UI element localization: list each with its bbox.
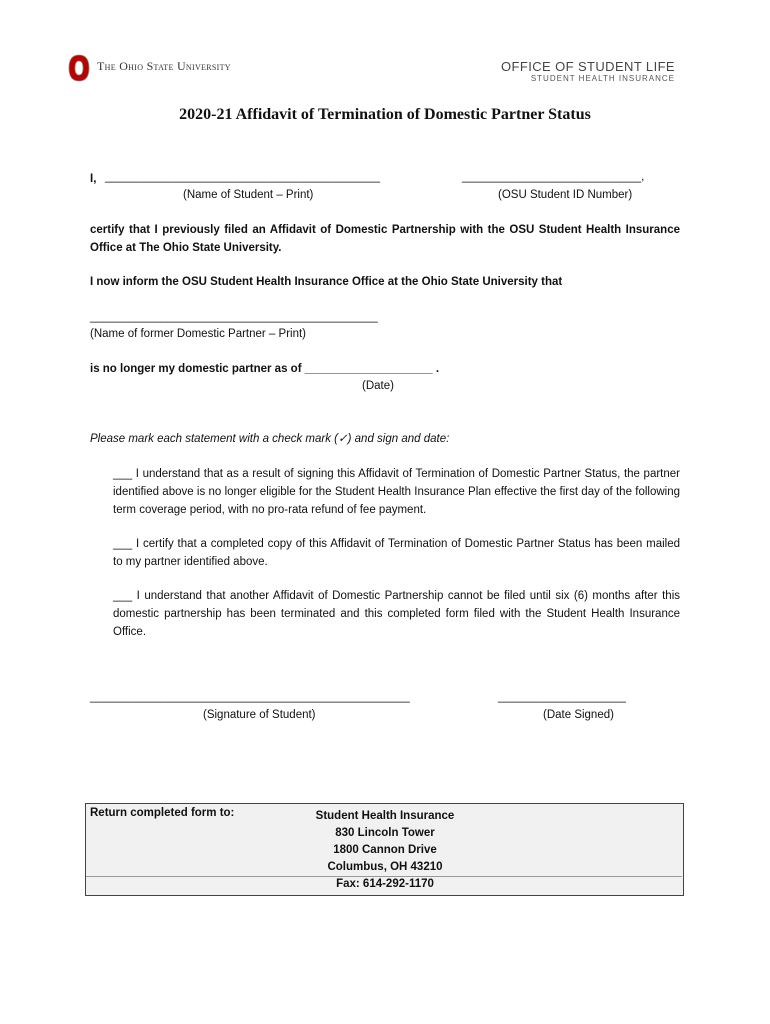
- checkmark-instruction: Please mark each statement with a check mark (✓) and sign and date:: [90, 433, 450, 445]
- statement-2[interactable]: ___ I certify that a completed copy of this Affidavit of Termination of Domestic Partner Status has been mailed to my partner identified above.: [113, 538, 680, 568]
- student-prefix: I,: [90, 173, 97, 185]
- address-line: Student Health Insurance: [315, 810, 455, 822]
- no-longer-statement[interactable]: is no longer my domestic partner as of ____________________ .: [90, 363, 440, 375]
- student-id-caption: (OSU Student ID Number): [498, 189, 633, 201]
- certify-statement: certify that I previously filed an Affidavit of Domestic Partnership with the OSU Student Health Insurance Office at The Ohio State University.: [90, 224, 680, 254]
- partner-name-caption: (Name of former Domestic Partner – Print): [90, 328, 307, 340]
- osu-block-o-logo: [68, 54, 90, 82]
- page-title: 2020-21 Affidavit of Termination of Domestic Partner Status: [179, 106, 591, 123]
- student-name-field[interactable]: ___________________________________________: [105, 171, 381, 183]
- date-signed-field[interactable]: ____________________: [498, 691, 626, 703]
- address-line: Columbus, OH 43210: [327, 861, 443, 873]
- address-line: 1800 Cannon Drive: [333, 844, 437, 856]
- inform-statement: I now inform the OSU Student Health Insurance Office at the Ohio State University that: [90, 276, 563, 288]
- office-name: OFFICE OF STUDENT LIFE: [501, 59, 675, 74]
- student-id-field[interactable]: ____________________________,: [462, 171, 645, 183]
- student-name-caption: (Name of Student – Print): [183, 189, 314, 201]
- address-line: 830 Lincoln Tower: [335, 827, 435, 839]
- partner-name-field[interactable]: _____________________________________________: [90, 311, 378, 323]
- statement-1[interactable]: ___ I understand that as a result of signing this Affidavit of Termination of Domestic Partner Status, the partner identified above is no longer eligible for the Student Health Insurance Plan effective the first day of the following term coverage period, with no pro-rata refund of fee payment.: [113, 468, 680, 516]
- return-address: [300, 808, 470, 893]
- date-caption: (Date): [362, 380, 394, 392]
- university-name: The Ohio State University: [97, 59, 231, 73]
- date-signed-caption: (Date Signed): [543, 709, 614, 721]
- office-subtitle: STUDENT HEALTH INSURANCE: [530, 74, 675, 83]
- signature-field[interactable]: __________________________________________________: [90, 691, 410, 703]
- signature-caption: (Signature of Student): [203, 709, 316, 721]
- return-label: Return completed form to:: [90, 807, 235, 819]
- statement-3[interactable]: ___ I understand that another Affidavit of Domestic Partnership cannot be filed until six (6) months after this domestic partnership has been terminated and this completed form filed with the Student Health Insurance Office.: [113, 590, 680, 638]
- fax-line: Fax: 614-292-1170: [336, 878, 434, 890]
